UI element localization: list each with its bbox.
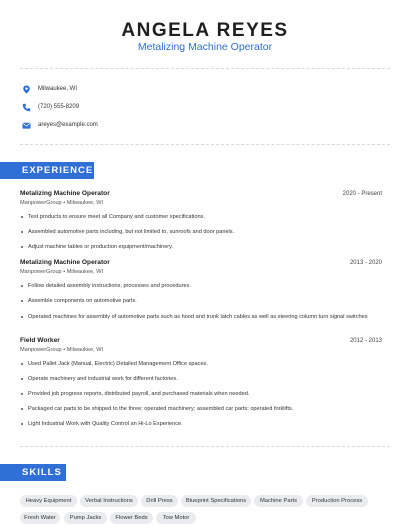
job-bullet: Operate machinery and industrial work for different factories.	[20, 375, 380, 383]
skill-chip: Blueprint Specifications	[181, 495, 251, 507]
job-bullet: Packaged car parts to be shipped to the three; operated machinery; assembled car parts; operated forklifts.	[20, 405, 380, 413]
candidate-name: ANGELA REYES	[121, 20, 289, 41]
job-dates: 2012 - 2013	[349, 338, 382, 344]
skill-chip: Pump Jacks	[64, 512, 107, 524]
job-bullet: Provided job progress reports, distributed payroll, and purchased materials when needed.	[20, 390, 380, 398]
contact-divider	[20, 144, 390, 145]
contact-location	[22, 82, 78, 96]
job-dates: 2013 - 2020	[349, 260, 382, 266]
contact-phone	[22, 100, 80, 114]
job-company: ManpowerGroup • Milwaukee, WI	[20, 347, 104, 353]
email-text[interactable]: areyes@example.com	[38, 122, 98, 128]
skill-chip: Fresh Water	[20, 512, 60, 524]
job-dates: 2020 - Present	[342, 191, 382, 197]
envelope-icon	[22, 121, 31, 130]
job-title: Metalizing Machine Operator	[20, 190, 110, 197]
skill-chip: Flower Beds	[110, 512, 153, 524]
job-company: ManpowerGroup • Milwaukee, WI	[20, 200, 104, 206]
skill-chip: Tow Motor	[156, 512, 196, 524]
job-bullet: Used Pallet Jack (Manual, Electric) Detailed Management Office spaces.	[20, 360, 380, 368]
job-bullet: Operated machines for assembly of automotive parts such as hood and trunk latch cables as well as steering column turn signal switches	[20, 313, 380, 321]
job-bullet: Test products to ensure meet all Company and customer specifications.	[20, 213, 380, 221]
location-text: Milwaukee, WI	[38, 86, 78, 92]
job-bullet: Adjust machine tables or production equipment/machinery.	[20, 243, 380, 251]
skill-chip: Drill Press	[141, 495, 178, 507]
candidate-title: Metalizing Machine Operator	[137, 41, 273, 53]
skill-chip: Heavy Equipment	[20, 495, 77, 507]
phone-text: (720) 555-8209	[38, 104, 80, 110]
skill-chip: Verbal Instructions	[80, 495, 138, 507]
job-title: Metalizing Machine Operator	[20, 259, 110, 266]
job-company: ManpowerGroup • Milwaukee, WI	[20, 269, 104, 275]
skills-heading: SKILLS	[0, 464, 66, 481]
skill-chip: Production Process	[306, 495, 368, 507]
experience-divider	[20, 446, 390, 447]
phone-icon	[22, 103, 31, 112]
job-bullet: Light Industrial Work with Quality Control an Hi-Lo Experience.	[20, 420, 380, 428]
job-bullet: Assembled automotive parts including, but not limited to, sunroofs and door panels.	[20, 228, 380, 236]
contact-email	[22, 118, 98, 132]
job-bullet: Assemble components on automotive parts.	[20, 297, 380, 305]
job-title: Field Worker	[20, 337, 60, 344]
experience-heading: EXPERIENCE	[0, 162, 94, 179]
skill-chip: Machine Parts	[254, 495, 303, 507]
job-bullet: Follow detailed assembly instructions, processes and procedures.	[20, 282, 380, 290]
header-divider	[20, 68, 390, 69]
map-pin-icon	[22, 85, 31, 94]
